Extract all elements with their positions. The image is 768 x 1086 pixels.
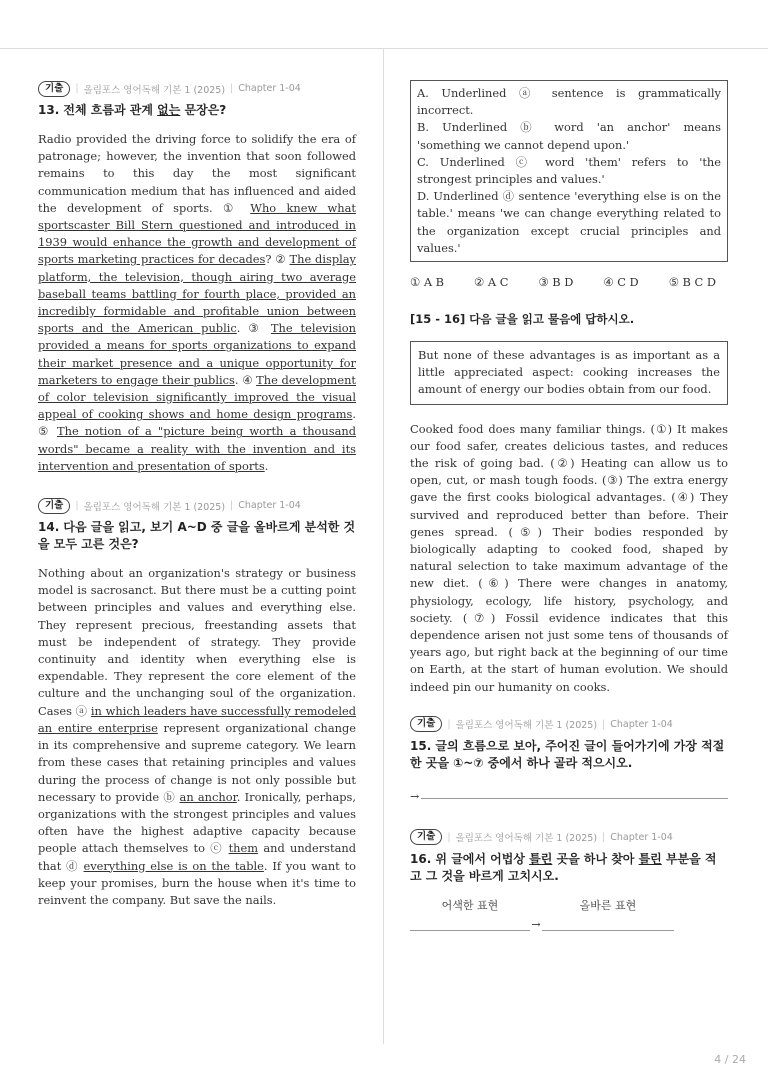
badge: 기출: [38, 81, 70, 97]
source-label: 올림포스 영어독해 기본 1 (2025): [83, 84, 226, 96]
choice-2[interactable]: ② A C: [474, 275, 509, 290]
given-sentence-box: But none of these advantages is as important as a little appreciated aspect: cooking increases the amount of energy our bodies obtain from our food.: [410, 341, 728, 405]
chapter-label: Chapter 1-04: [610, 718, 673, 730]
q14-underline-b: an anchor: [179, 789, 237, 804]
q14-passage: Nothing about an organization's strategy or business model is sacrosanct. But there must be a cutting point between principles and values and everything else. They represent precious, freestanding assets that must be independent of strategy. They provide continuity and identity when everything else is expendable. They represent the core element of the culture and the unchanging soul of the organization. Cases ⓐ in which leaders have successfully remodeled an entire enterprise represent organizational change in its comprehensive and supreme category. We learn from these cases that retaining principles and values during the process of change is not only possible but necessary to provide ⓑ an anchor. Ironically, perhaps, organizations with the strongest principles and values often have the highest adaptive capacity because people attach themselves to ⓒ them and understand that ⓓ everything else is on the table. If you want to keep your promises, burn the house when it's time to reinvent the company. But save the nails.: [38, 566, 357, 907]
q15-answer-blank[interactable]: [421, 797, 728, 799]
option-a: A. Underlined ⓐ sentence is grammatically incorrect.: [417, 86, 721, 118]
q16-source: 기출 | 올림포스 영어독해 기본 1 (2025) | Chapter 1-04: [410, 829, 728, 846]
source-label: 올림포스 영어독해 기본 1 (2025): [455, 720, 598, 732]
q13-passage: Radio provided the driving force to solidify the era of patronage; however, the invention that soon followed remains to this day the most significant communication medium that has influenced and aided the development of sports. ① Who knew what sportscaster Bill Stern questioned and introduced in 1939 would enhance the growth and development of sports marketing practices for decades? ② The display platform, the television, though airing two average baseball teams battling for fourth place, provided an incredibly formidable and profitable union between sports and the American public. ③ The television provided a means for sports organizations to expand their market presence and a unique opportunity for marketers to engage their publics. ④ The development of color television significantly improved the visual appeal of cooking shows and home design programs. ⑤ The notion of a "picture being worth a thousand words" became a reality with the invention and its intervention and presentation of sports.: [38, 132, 356, 473]
source-label: 올림포스 영어독해 기본 1 (2025): [455, 833, 598, 845]
q14-underline-d: everything else is on the table: [83, 858, 264, 873]
section-15-16-title: [15 - 16] 다음 글을 읽고 물음에 답하시오.: [410, 312, 635, 327]
top-divider: [0, 48, 768, 49]
source-label: 올림포스 영어독해 기본 1 (2025): [83, 501, 226, 513]
choice-5[interactable]: ⑤ B C D: [668, 275, 716, 290]
page-number: 4 / 24: [714, 1053, 746, 1066]
q14-choices: [410, 275, 728, 289]
chapter-label: Chapter 1-04: [238, 83, 301, 94]
chapter-label: Chapter 1-04: [238, 500, 301, 512]
q13-title: 13. 전체 흐름과 관계 없는 문장은?: [38, 103, 227, 117]
wrong-expression-label: 어색한 표현: [441, 898, 499, 912]
q13-sentence-4: The development of color television significantly improved the visual appeal of cooking shows and home design programs: [38, 372, 356, 422]
badge: 기출: [410, 829, 442, 845]
q13-sentence-3: The television provided a means for sports organizations to expand their market presence and a unique opportunity for marketers to engage their publics: [38, 321, 356, 387]
q15-source: 기출 | 올림포스 영어독해 기본 1 (2025) | Chapter 1-04: [410, 716, 728, 733]
q13-sentence-2: The display platform, the television, though airing two average baseball teams battling for fourth place, provided an incredibly formidable and profitable union between sports and the American public: [38, 252, 356, 336]
q14-underline-a: in which leaders have successfully remodeled an entire enterprise: [38, 703, 356, 735]
chapter-label: Chapter 1-04: [610, 831, 673, 843]
option-b: B. Underlined ⓑ word 'an anchor' means 'something we cannot depend upon.': [417, 120, 721, 152]
choice-3[interactable]: ③ B D: [538, 275, 574, 290]
badge: 기출: [410, 716, 442, 732]
choice-1[interactable]: ① A B: [410, 275, 445, 290]
correct-expression-blank[interactable]: [542, 929, 674, 931]
q15-title: 15. 글의 흐름으로 보아, 주어진 글이 들어가기에 가장 적절한 곳을 ①~⑦ 중에서 하나 골라 적으시오.: [410, 738, 725, 770]
q13-sentence-1: Who knew what sportscaster Bill Stern questioned and introduced in 1939 would enhance the growth and development of sports marketing practices for decades: [38, 200, 356, 267]
arrow-icon: →: [531, 917, 541, 931]
q16-labels: [410, 897, 728, 913]
column-divider: [383, 49, 384, 1044]
q13-source: 기출 | 올림포스 영어독해 기본 1 (2025) | Chapter 1-04: [38, 80, 356, 97]
q14-options-box: [410, 80, 728, 262]
badge: 기출: [38, 498, 70, 514]
correct-expression-label: 올바른 표현: [579, 898, 637, 912]
right-column: [410, 80, 728, 931]
arrow-icon: →: [410, 789, 420, 803]
q14-title: 14. 다음 글을 읽고, 보기 A~D 중 글을 올바르게 분석한 것을 모두 고른 것은?: [38, 520, 356, 552]
option-d: D. Underlined ⓓ sentence 'everything else is on the table.' means 'we can change everything related to the organization except crucial principles and values.': [417, 189, 721, 255]
passage-15-16: Cooked food does many familiar things. (①) It makes our food safer, creates delicious tastes, and reduces the risk of going bad. (②) Heating can allow us to open, cut, or mash tough foods. (③) The extra energy gave the first cooks biological advantages. (④) They survived and reproduced better than before. Their genes spread. (⑤) Their bodies responded by biologically adapting to cooked food, shaped by natural selection to take maximum advantage of the new diet. (⑥) There were changes in anatomy, physiology, ecology, life history, psychology, and society. (⑦) Fossil evidence indicates that this dependence arisen not just some tens of thousands of years ago, but right back at the beginning of our time on Earth, at the start of human evolution. We should indeed pin our humanity on cooks.: [410, 421, 728, 694]
q14-underline-c: them: [228, 841, 259, 856]
q13-sentence-5: The notion of a "picture being worth a thousand words" became a reality with the invention and its intervention and presentation of sports: [38, 424, 356, 473]
choice-4[interactable]: ④ C D: [603, 275, 639, 290]
q14-source: 기출 | 올림포스 영어독해 기본 1 (2025) | Chapter 1-04: [38, 497, 356, 514]
q15-answer-line[interactable]: [410, 790, 728, 803]
q16-answer-row: [410, 919, 728, 931]
wrong-expression-blank[interactable]: [410, 929, 530, 931]
option-c: C. Underlined ⓒ word 'them' refers to 'the strongest principles and values.': [417, 154, 721, 187]
left-column: [38, 80, 356, 909]
q16-title: 16. 위 글에서 어법상 틀린 곳을 하나 찾아 틀린 부분을 적고 그 것을 바르게 고치시오.: [410, 851, 717, 883]
